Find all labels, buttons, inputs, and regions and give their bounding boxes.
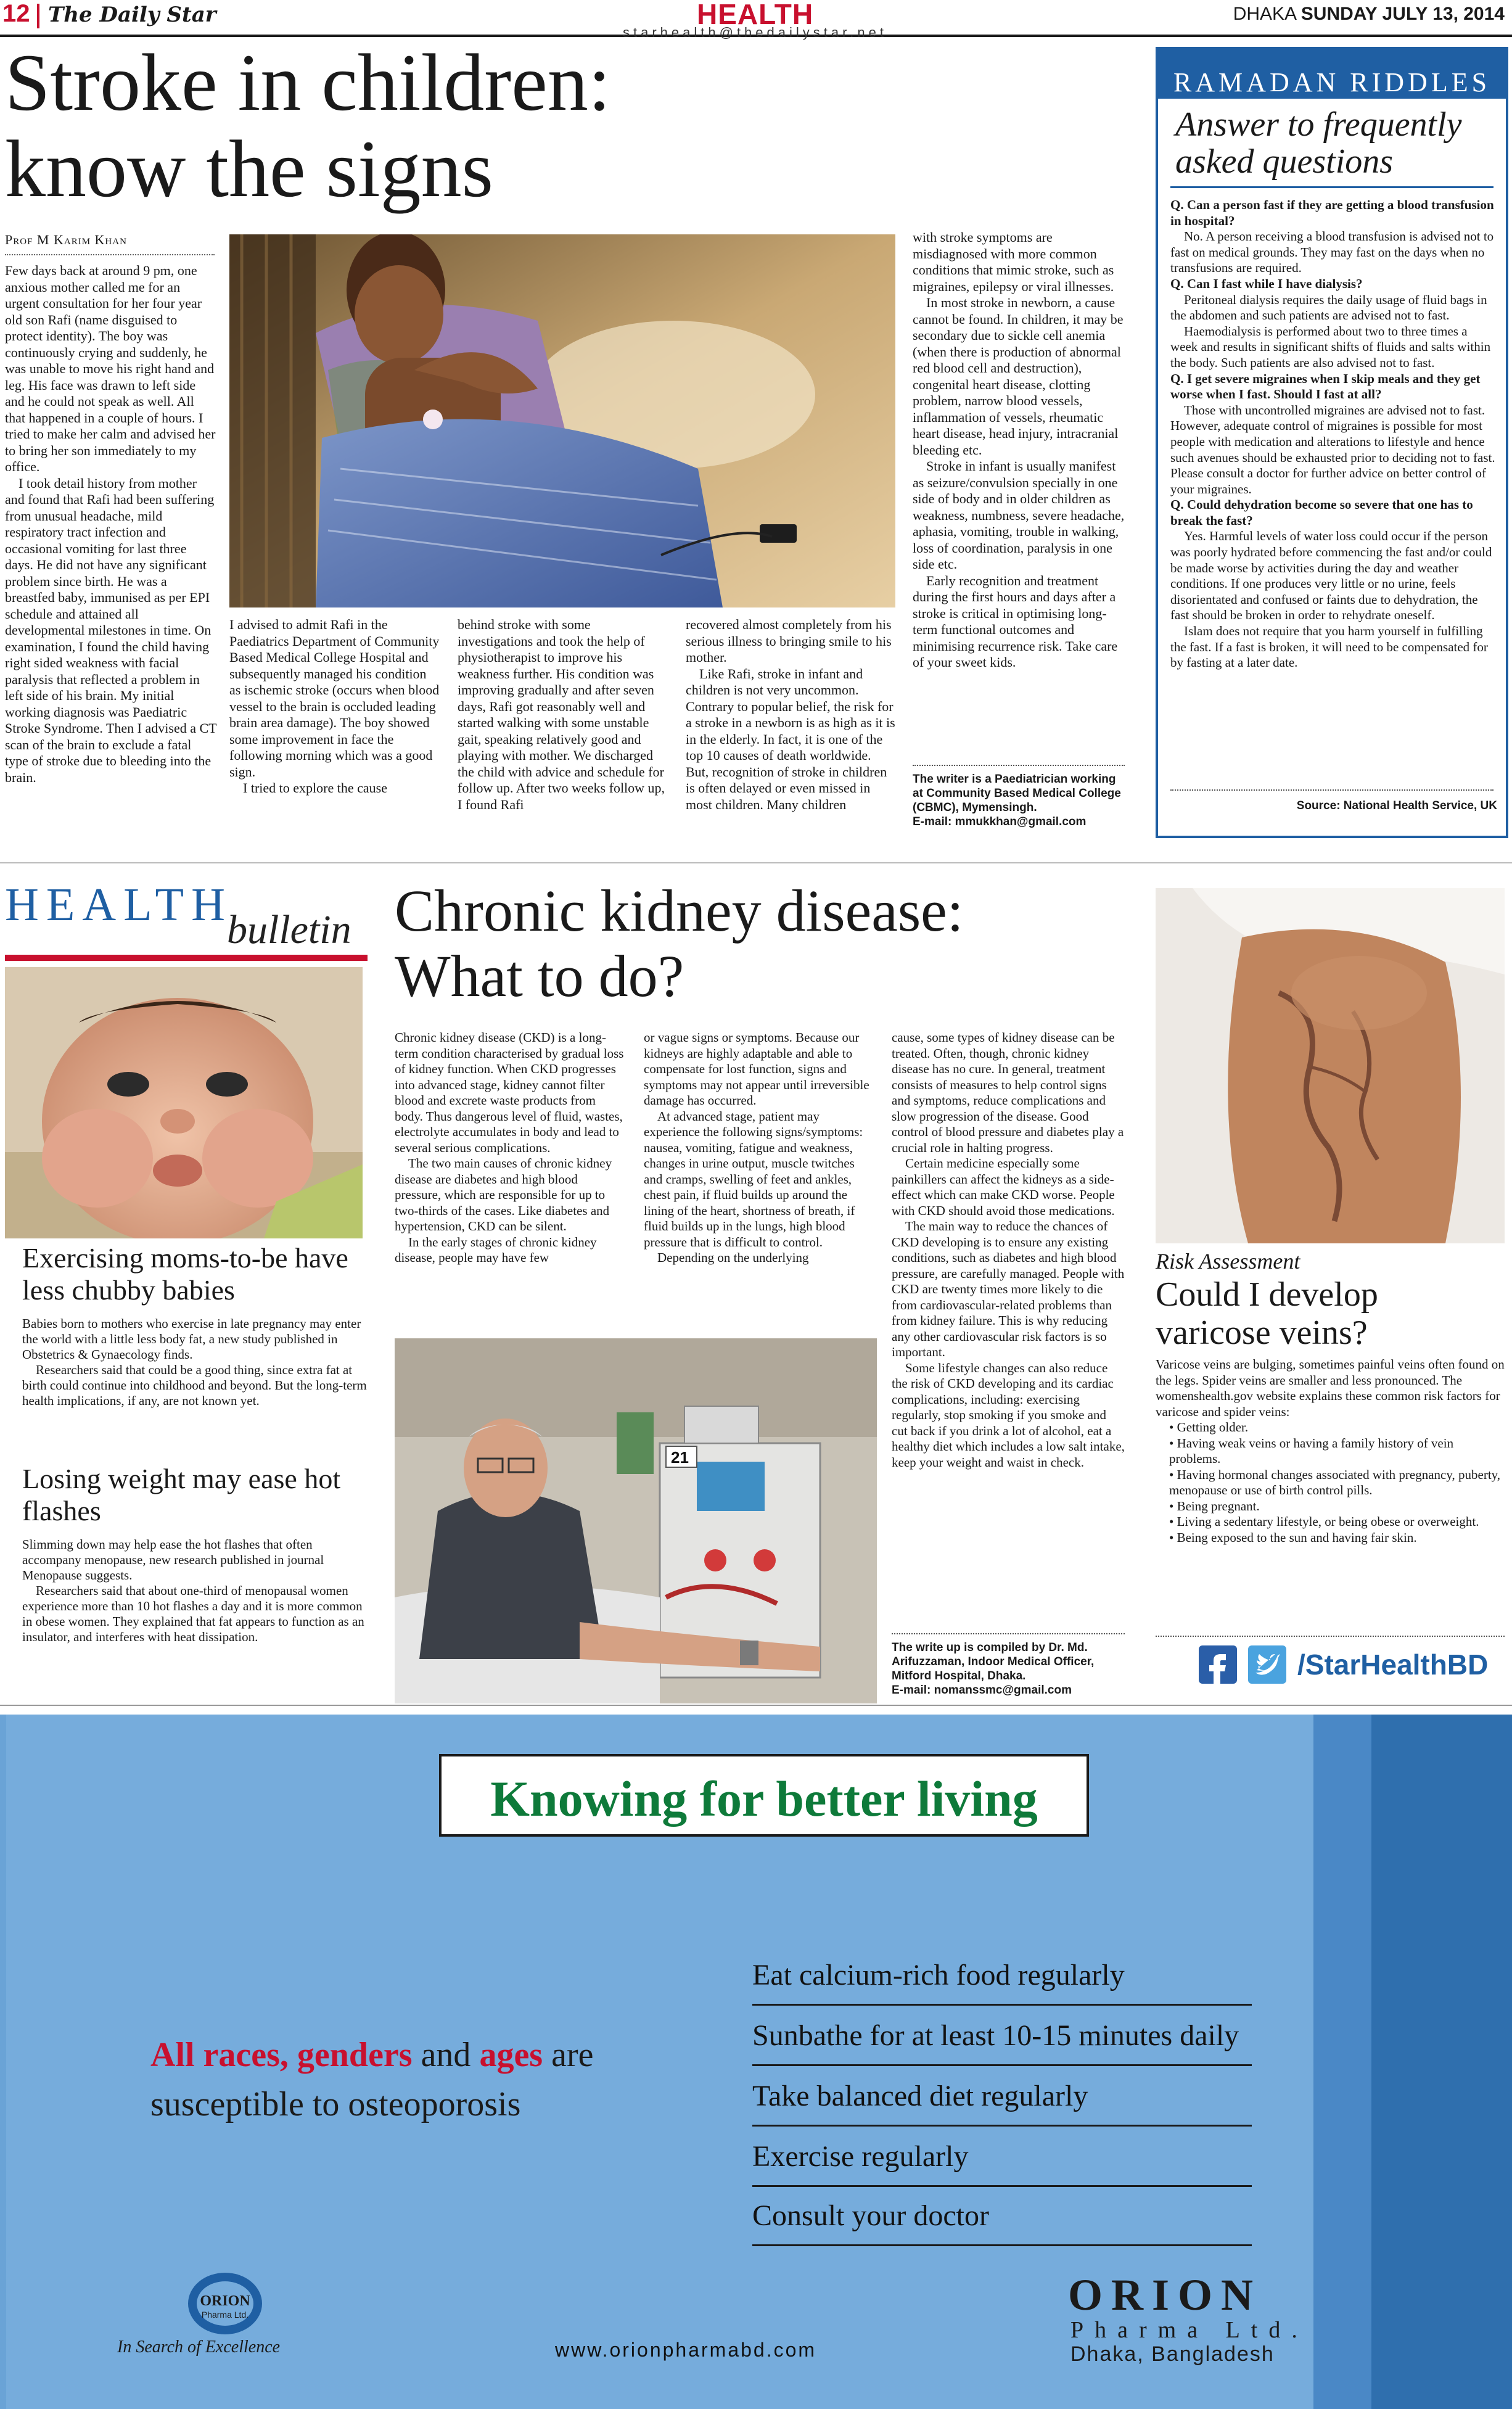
risk-factor-item: • Getting older. <box>1169 1420 1249 1435</box>
paragraph: Certain medicine especially some painkillers can affect the kidneys as a side-effect which can make CKD worse. People with CKD should avoid those medications. <box>892 1156 1115 1218</box>
logo-word: ORION <box>200 2293 250 2309</box>
paragraph: Like Rafi, stroke in infant and children is not very uncommon. Contrary to popular belief, the risk for a stroke in a newborn is as high as it is in the elderly. In fact, it is one of the top 10 causes of death worldwide. But, recognition of stroke in children is often delayed or even missed in most children. Many children <box>686 665 895 812</box>
paragraph: I advised to admit Rafi in the Paediatrics Department of Community Based Medical College Hospital and subsequently managed his condition as ischemic stroke (occurs when blood vessel to the brain is occluded leading brain area damage). The boy showed some improvement in face the following morning which was a good sign. <box>229 617 440 780</box>
paragraph: I tried to explore the cause <box>243 780 387 796</box>
paragraph: In most stroke in newborn, a cause cannot be found. In children, it may be secondary due to sickle cell anemia (when there is production of abnormal red blood cell and destruction), congenital heart disease, clotting problem, narrow blood vessels, inflammation of vessels, rheumatic heart disease, head injury, intracranial bleeding etc. <box>913 295 1124 458</box>
varicose-headline: Could I develop varicose veins? <box>1156 1275 1378 1352</box>
orion-advertisement <box>0 1715 1512 2409</box>
stroke-writer-note <box>913 772 1125 829</box>
story1-body <box>22 1316 368 1409</box>
ad-tip-item: Eat calcium-rich food regularly <box>752 1945 1252 2006</box>
writer-credit: The write up is compiled by Dr. Md. Arifuzzaman, Indoor Medical Officer, Mitford Hospital, Dhaka. <box>892 1641 1095 1682</box>
paragraph: Early recognition and treatment during the first hours and days after a stroke is critical in optimising long-term functional outcomes and minimising recurrence risk. Take care of your sweet kids. <box>913 572 1118 670</box>
riddle-answer: Those with uncontrolled migraines are advised not to fast. However, adequate control of migraines is possible for most people with medication and alterations to lifestyle and hence such avenues should be exhausted prior to deciding not to fast. Please consult a doctor for further advice on better control of your migraines. <box>1170 402 1495 496</box>
ad-title-box <box>439 1754 1089 1837</box>
paragraph: The two main causes of chronic kidney disease are diabetes and high blood pressure, which are responsible for up to two-thirds of the cases. Like diabetes and hypertension, CKD can be silent. <box>395 1156 612 1233</box>
story1-headline: Exercising moms-to-be have less chubby babies <box>22 1242 348 1306</box>
riddle-answer: Haemodialysis is performed about two to three times a week and results in significant shifts of fluids and salts within the body. Such patients are also advised not to fast. <box>1170 323 1491 370</box>
story2-body <box>22 1537 368 1645</box>
section-divider <box>0 862 1512 863</box>
ad-stripe <box>1313 1715 1371 2409</box>
orion-logo <box>185 2270 265 2337</box>
paragraph: Some lifestyle changes can also reduce the risk of CKD developing and its cardiac complications, including: exercising regularly, stop smoking if you smoke and cut back if you drink a lot of alcohol, eat a healthy diet which includes a low salt intake, keep your weight and waist in check. <box>892 1360 1125 1470</box>
paragraph: behind stroke with some investigations and took the help of physiotherapist to improve his weakness further. His condition was improving gradually and after seven days, Rafi got reasonably well and started walking with some unstable gait, speaking relatively good and playing with mother. We discharged the child with advice and schedule for follow up. After two weeks follow up, I found Rafi <box>458 617 665 812</box>
ad-osteoporosis-message <box>150 2030 718 2129</box>
brand-sub: Pharma Ltd. <box>1070 2317 1309 2343</box>
bulletin-word: bulletin <box>227 907 351 952</box>
logo-sub: Pharma Ltd. <box>201 2310 249 2320</box>
ad-tip-item: Take balanced diet regularly <box>752 2066 1252 2127</box>
riddle-answer: Yes. Harmful levels of water loss could occur if the person was poorly hydrated before commencing the fast and/or could be made worse by activities during the day and weather conditions. If one produces very little or no urine, feels disorientated and confused or faints due to dehydration, the fast should be broken in order to rehydrate oneself. <box>1170 529 1492 623</box>
paragraph: recovered almost completely from his serious illness to bringing smile to his mother. <box>686 617 892 665</box>
chubby-baby-photo <box>5 967 363 1238</box>
bulletin-red-rule <box>5 955 368 961</box>
risk-assessment-label: Risk Assessment <box>1156 1249 1300 1274</box>
paragraph: Chronic kidney disease (CKD) is a long-term condition characterised by gradual loss of kidney function. When CKD progresses into advanced stage, kidney cannot filter blood and excrete waste products from body. Thus dangerous level of fluid, wastes, electrolyte accumulates in body and lead to several serious complications. <box>395 1030 624 1155</box>
riddles-qa <box>1170 197 1497 671</box>
riddles-source-divider <box>1170 789 1494 791</box>
section-name: HEALTH <box>697 0 814 30</box>
machine-number: 21 <box>671 1448 689 1467</box>
stroke-column-3 <box>458 617 668 813</box>
riddles-title: RAMADAN RIDDLES <box>1173 67 1491 97</box>
varicose-body <box>1156 1357 1505 1546</box>
ad-red-text: ages <box>479 2036 543 2074</box>
ad-text: and <box>412 2036 480 2074</box>
date-line <box>1233 4 1505 25</box>
kidney-headline-line2: What to do? <box>395 943 684 1009</box>
riddle-answer: Peritoneal dialysis requires the daily usage of fluid bags in the abdomen and such patients are advised not to fast. <box>1170 292 1487 323</box>
twitter-icon[interactable] <box>1248 1645 1286 1684</box>
ad-tip-item: Sunbathe for at least 10-15 minutes daily <box>752 2006 1252 2066</box>
ad-text: susceptible to osteoporosis <box>150 2085 521 2123</box>
story2-headline: Losing weight may ease hot flashes <box>22 1463 341 1526</box>
stroke-column-4 <box>686 617 897 813</box>
riddle-answer: Islam does not require that you harm yourself in fulfilling the fast. If a fast is broken, it will need to be compensated for by fasting at a later date. <box>1170 624 1488 670</box>
stroke-column-5 <box>913 229 1125 671</box>
facebook-icon[interactable] <box>1199 1645 1237 1684</box>
kidney-writer-note <box>892 1641 1125 1697</box>
riddles-source: Source: National Health Service, UK <box>1296 799 1497 812</box>
dialysis-patient-photo <box>395 1338 877 1703</box>
ad-tip-item: Consult your doctor <box>752 2186 1252 2246</box>
page-number: 12 <box>2 0 30 27</box>
page-number-divider <box>37 4 39 28</box>
risk-factor-item: • Being pregnant. <box>1169 1498 1260 1513</box>
risk-factor-item: • Having weak veins or having a family history of vein problems. <box>1169 1435 1454 1466</box>
stroke-headline-line1: Stroke in children: <box>5 37 611 128</box>
riddle-question: Q. Could dehydration become so severe that one has to break the fast? <box>1170 497 1473 528</box>
kidney-headline-line1: Chronic kidney disease: <box>395 878 964 944</box>
byline-divider <box>5 254 215 255</box>
ad-text: are <box>543 2036 594 2074</box>
stroke-headline <box>5 39 807 212</box>
place: DHAKA <box>1233 4 1296 24</box>
masthead <box>0 0 1512 40</box>
paragraph: Researchers said that could be a good thing, since extra fat at birth could continue into childhood and beyond. But the long-term health implications, if any, are not known yet. <box>22 1362 367 1408</box>
writer-divider <box>913 765 1125 766</box>
varicose-leg-illustration <box>1156 888 1505 1243</box>
writer-email[interactable]: E-mail: nomanssmc@gmail.com <box>892 1684 1072 1697</box>
ad-stripe <box>1371 1715 1512 2409</box>
dialysis-illustration <box>395 1338 877 1703</box>
paragraph: Researchers said that about one-third of menopausal women experience more than 10 hot flashes a day and it is more common in obese women. They explained that fat appears to function as an insulator, and interferes with heat dissipation. <box>22 1583 364 1644</box>
ramadan-riddles-box <box>1156 47 1508 838</box>
chubby-baby-illustration <box>5 967 363 1238</box>
social-handle[interactable]: /StarHealthBD <box>1297 1649 1489 1681</box>
paragraph: Stroke in infant is usually manifest as seizure/convulsion specially in one side of body and in older children as weakness, numbness, severe headache, aphasia, vomiting, trouble in walking, loss of coordination, paralysis in one side etc. <box>913 458 1125 572</box>
paragraph: cause, some types of kidney disease can be treated. Often, though, chronic kidney disease has no cure. In general, treatment consists of measures to help control signs and symptoms, reduce complications and slow progression of the disease. Good control of blood pressure and diabetes play a crucial role in halting progress. <box>892 1030 1124 1155</box>
paragraph: with stroke symptoms are misdiagnosed with more common conditions that mimic stroke, such as migraines, epilepsy or viral illnesses. <box>913 229 1114 294</box>
ad-title: Knowing for better living <box>490 1771 1038 1827</box>
ad-url[interactable]: www.orionpharmabd.com <box>555 2339 817 2361</box>
risk-factor-item: • Having hormonal changes associated with pregnancy, puberty, menopause or use of birth control pills. <box>1169 1467 1501 1497</box>
paper-name: The Daily Star <box>48 2 216 27</box>
stroke-byline: Prof M Karim Khan <box>5 232 127 247</box>
ad-divider <box>0 1705 1512 1706</box>
brand-location: Dhaka, Bangladesh <box>1070 2342 1275 2366</box>
riddles-subtitle: Answer to frequently asked questions <box>1175 105 1462 181</box>
risk-factor-item: • Being exposed to the sun and having fair skin. <box>1169 1530 1417 1545</box>
risk-factor-item: • Living a sedentary lifestyle, or being obese or overweight. <box>1169 1514 1479 1529</box>
riddle-question: Q. Can I fast while I have dialysis? <box>1170 276 1363 291</box>
stroke-column-2 <box>229 617 440 797</box>
kidney-column-3 <box>892 1030 1125 1470</box>
paragraph: Slimming down may help ease the hot flashes that often accompany menopause, new research published in journal Menopause suggests. <box>22 1537 324 1583</box>
kidney-headline <box>395 878 1135 1009</box>
sleeping-child-photo <box>229 234 895 607</box>
stroke-column-1 <box>5 263 217 786</box>
paragraph: At advanced stage, patient may experience the following signs/symptoms: nausea, vomiting, fatigue and weakness, changes in urine output, muscle twitches and cramps, swelling of feet and ankles, chest pain, if fluid builds up around the lining of the heart, shortness of breath, if fluid builds up in the lungs, high blood pressure that is difficult to control. <box>644 1108 863 1250</box>
stroke-headline-line2: know the signs <box>5 123 493 214</box>
paragraph: Depending on the underlying <box>657 1250 809 1265</box>
brand-name: ORION <box>1068 2270 1262 2320</box>
writer-divider <box>892 1633 1125 1634</box>
bulletin-health-word: HEALTH <box>5 879 232 931</box>
ad-red-text: All races, genders <box>150 2036 413 2074</box>
writer-email[interactable]: E-mail: mmukkhan@gmail.com <box>913 815 1087 828</box>
paragraph: The main way to reduce the chances of CKD developing is to ensure any existing conditions, such as diabetes and high blood pressure, are carefully managed. People with CKD are twenty times more likely to die from cardiovascular-related problems than from kidney failure. This is why reducing any other cardiovascular risk factors is so important. <box>892 1219 1125 1359</box>
varicose-leg-photo <box>1156 888 1505 1243</box>
paragraph: In the early stages of chronic kidney disease, people may have few <box>395 1234 597 1265</box>
kidney-column-1 <box>395 1030 624 1266</box>
riddle-answer: No. A person receiving a blood transfusion is advised not to fast on medical grounds. They may fast on the days when no transfusions are required. <box>1170 229 1494 276</box>
riddle-question: Q. I get severe migraines when I skip meals and they get worse when I fast. Should I fast at all? <box>1170 371 1481 402</box>
ad-tip-item: Exercise regularly <box>752 2127 1252 2187</box>
sleeping-child-illustration <box>229 234 895 607</box>
kidney-column-2 <box>644 1030 873 1266</box>
writer-credit: The writer is a Paediatrician working at Community Based Medical College (CBMC), Mymensingh. <box>913 773 1121 814</box>
section-email[interactable]: starhealth@thedailystar.net <box>623 25 887 40</box>
paragraph: Babies born to mothers who exercise in late pregnancy may enter the world with a little less body fat, a new study published in Obstetrics & Gynaecology finds. <box>22 1316 361 1362</box>
issue-date: SUNDAY JULY 13, 2014 <box>1300 4 1505 24</box>
paragraph: Few days back at around 9 pm, one anxious mother called me for an urgent consultation for her four year old son Rafi (name disguised to protect identity). The boy was continuously crying and suddenly, he was unable to move his right hand and leg. His face was drawn to left side and he could not speak as well. All that happened in a couple of hours. I tried to make her calm and advised her to bring her son immediately to my office. <box>5 263 216 474</box>
riddles-title-band <box>1158 49 1506 99</box>
varicose-intro: Varicose veins are bulging, sometimes painful veins often found on the legs. Spider veins are smaller and less pronounced. The womenshealth.gov website explains these common risk factors for varicose and spider veins: <box>1156 1357 1505 1419</box>
ad-tagline: In Search of Excellence <box>117 2337 281 2357</box>
paragraph: I took detail history from mother and found that Rafi had been suffering from unusual headache, mild respiratory tract infection and occasional vomiting for last three days. He did not have any significant problem since birth. He was a breastfed baby, immunised as per EPI schedule and attained all developmental milestones in time. On examination, I found the child having right sided weakness with facial paralysis that reflected a problem in left side of his brain. My initial working diagnosis was Paediatric Stroke Syndrome. Then I advised a CT scan of the brain to exclude a fatal type of stroke due to bleeding into the brain. <box>5 475 217 785</box>
riddle-question: Q. Can a person fast if they are getting a blood transfusion in hospital? <box>1170 197 1494 228</box>
paragraph: or vague signs or symptoms. Because our kidneys are highly adaptable and able to compensate for lost function, signs and symptoms may not appear until irreversible damage has occurred. <box>644 1030 869 1108</box>
riddles-divider <box>1170 186 1494 188</box>
